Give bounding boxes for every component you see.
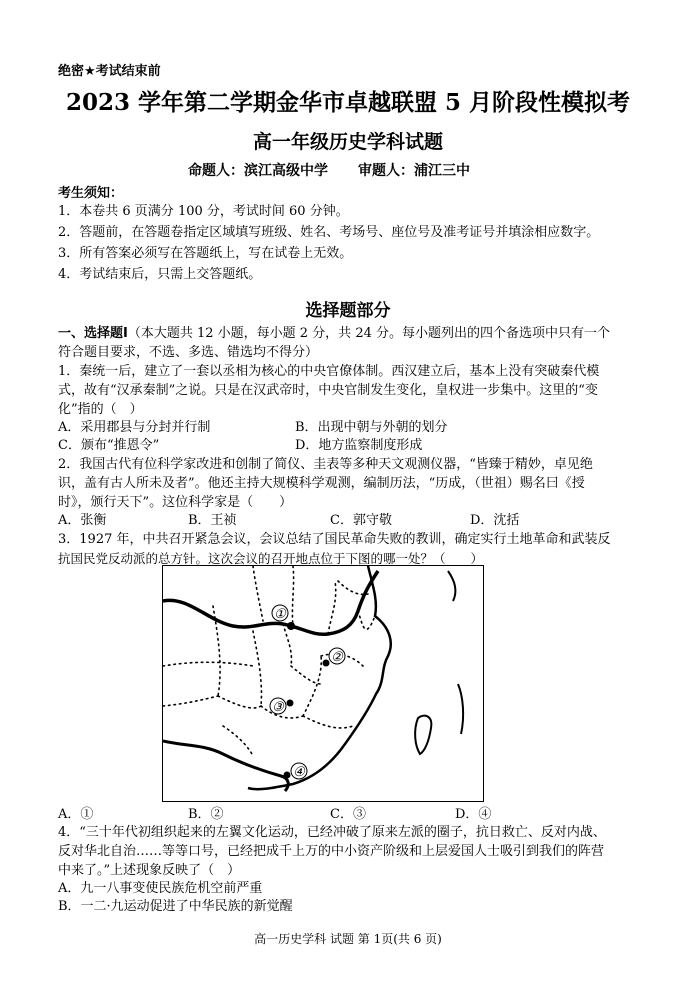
marker-3-dot: [287, 700, 294, 707]
q2-option-c: C．郭守敬: [330, 513, 392, 528]
marker-1-label: ①: [274, 607, 286, 622]
q2-line: 识，盖有古人所未及者”。他还主持大规模科学观测，编制历法，“历成，（世祖）赐名曰《授: [58, 476, 585, 491]
confidential-label: 绝密★考试结束前: [58, 64, 161, 79]
part-desc-2: 符合题目要求，不选、多选、错选均不得分）: [58, 345, 319, 360]
coastline: [248, 566, 391, 789]
q2-line: 时》，颁行天下”。这位科学家是（ ）: [58, 495, 293, 510]
q2-option-b: B．王祯: [188, 513, 237, 528]
section-title: 选择题部分: [305, 301, 391, 321]
q1-line: 1．秦统一后，建立了一套以丞相为核心的中央官僚体制。西汉建立后，基本上没有突破秦代模: [58, 364, 600, 379]
exam-title: 2023 学年第二学期金华市卓越联盟 5 月阶段性模拟考: [65, 89, 631, 116]
marker-4-dot: [284, 772, 291, 779]
island-hint: [458, 684, 463, 734]
q1-option-d: D．地方监察制度形成: [295, 438, 423, 453]
q3-map: [162, 565, 484, 802]
authors: [188, 160, 470, 180]
q3-line: 3．1927 年，中共召开紧急会议，会议总结了国民革命失败的教训，确定实行土地革命和武装反: [58, 532, 611, 547]
q4-line: 4．“三十年代初组织起来的左翼文化运动，已经冲破了原来左派的圈子，抗日救亡、反对内战、: [58, 825, 606, 840]
q1-option-a: A．采用郡县与分封并行制: [58, 420, 211, 435]
island-hint-2: [448, 571, 455, 601]
note-item: 1．本卷共 6 页满分 100 分，考试时间 60 分钟。: [58, 204, 349, 219]
pearl-river: [163, 741, 288, 791]
q1-option-c: C．颁布“推恩令”: [58, 438, 160, 453]
q2-line: 2．我国古代有位科学家改进和创制了简仪、圭表等多种天文观测仪器，“皆臻于精妙，卓见绝: [58, 457, 593, 472]
marker-3-label: ③: [272, 700, 284, 715]
setter: 命题人：滨江高级中学: [188, 163, 328, 179]
marker-2-dot: [323, 660, 330, 667]
marker-4-label: ④: [293, 765, 305, 780]
note-item: 4．考试结束后，只需上交答题纸。: [58, 267, 262, 282]
q4-option-b: B．一二·九运动促进了中华民族的新觉醒: [58, 899, 293, 914]
q3-option-d: D．④: [455, 807, 492, 822]
page-footer: 高一历史学科 试题 第 1页(共 6 页): [254, 932, 442, 946]
marker-2-label: ②: [331, 650, 343, 665]
q3-option-a: A．①: [58, 807, 94, 822]
q3-line: 抗国民党反动派的总方针。这次会议的召开地点位于下图的哪一处？（ ）: [58, 551, 484, 566]
q3-option-c: C．③: [330, 807, 366, 822]
q4-line: 中来了。”上述现象反映了（ ）: [58, 863, 241, 878]
q3-option-b: B．②: [188, 807, 224, 822]
part-desc: （本大题共 12 小题，每小题 2 分，共 24 分。每小题列出的四个备选项中只有一个: [127, 326, 610, 341]
yangtze-river: [163, 571, 378, 634]
note-item: 3．所有答案必须写在答题纸上，写在试卷上无效。: [58, 246, 353, 261]
q1-line: 式，故有“汉承秦制”之说。只是在汉武帝时，中央官制发生变化，皇权进一步集中。这里的“变: [58, 383, 598, 398]
note-item: 2．答题前，在答题卷指定区域填写班级、姓名、考场号、座位号及准考证号并填涂相应数字。: [58, 225, 600, 240]
q4-option-a: A．九一八事变使民族危机空前严重: [58, 881, 263, 896]
part-label: 一、选择题Ⅰ: [58, 326, 128, 341]
notes-heading: 考生须知：: [58, 186, 124, 201]
q1-option-b: B．出现中朝与外朝的划分: [295, 420, 448, 435]
exam-subtitle: 高一年级历史学科试题: [252, 131, 443, 153]
q1-line: 化”指的（ ）: [58, 402, 143, 417]
part-instructions: [58, 324, 610, 343]
q2-option-d: D．沈括: [470, 513, 520, 528]
q2-option-a: A．张衡: [58, 513, 107, 528]
marker-1-dot: [287, 622, 295, 630]
china-map-svg: [163, 566, 483, 801]
taiwan-island: [415, 716, 431, 754]
reviewer: 审题人：浦江三中: [358, 163, 470, 179]
q4-line: 反对华北自治……等等口号，已经把成千上万的中小资产阶级和上层爱国人士吸引到我们的阵营: [58, 844, 605, 859]
